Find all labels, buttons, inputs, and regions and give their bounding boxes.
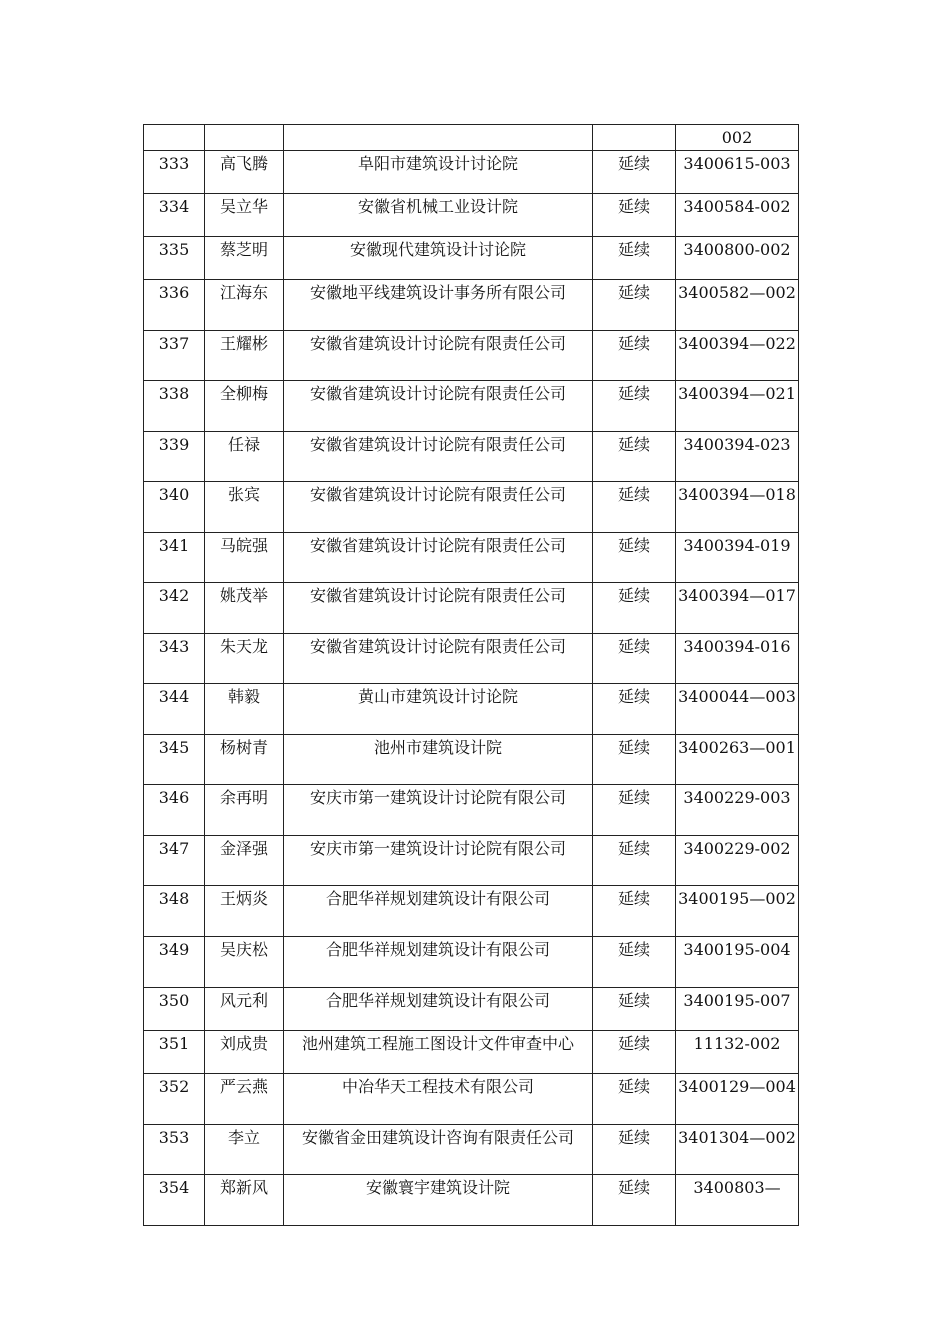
row-number-cell: 352 bbox=[144, 1074, 205, 1125]
certificate-number-cell: 3400584-002 bbox=[676, 194, 799, 237]
registration-type-cell: 延续 bbox=[593, 836, 676, 886]
registration-type-cell: 延续 bbox=[593, 151, 676, 194]
registration-type-cell: 延续 bbox=[593, 886, 676, 937]
registration-type-cell: 延续 bbox=[593, 1125, 676, 1175]
person-name-cell: 任禄 bbox=[205, 432, 284, 482]
person-name-cell: 马皖强 bbox=[205, 533, 284, 583]
company-name-cell: 安徽寰宇建筑设计院 bbox=[284, 1175, 593, 1226]
row-number-cell: 337 bbox=[144, 331, 205, 381]
registration-type-cell: 延续 bbox=[593, 1031, 676, 1074]
company-name-cell bbox=[284, 125, 593, 151]
row-number-cell: 349 bbox=[144, 937, 205, 988]
company-name-cell: 合肥华祥规划建筑设计有限公司 bbox=[284, 886, 593, 937]
row-number-cell: 340 bbox=[144, 482, 205, 533]
person-name-cell: 严云燕 bbox=[205, 1074, 284, 1125]
certificate-number-cell: 3400195-004 bbox=[676, 937, 799, 988]
person-name-cell: 李立 bbox=[205, 1125, 284, 1175]
row-number-cell: 334 bbox=[144, 194, 205, 237]
table-row bbox=[144, 125, 799, 151]
registration-type-cell: 延续 bbox=[593, 194, 676, 237]
row-number-cell: 343 bbox=[144, 634, 205, 684]
person-name-cell: 金泽强 bbox=[205, 836, 284, 886]
person-name-cell bbox=[205, 125, 284, 151]
row-number-cell: 333 bbox=[144, 151, 205, 194]
table-row bbox=[144, 937, 799, 988]
registration-type-cell: 延续 bbox=[593, 381, 676, 432]
certificate-number-cell: 3400803— bbox=[676, 1175, 799, 1226]
person-name-cell: 姚茂举 bbox=[205, 583, 284, 634]
company-name-cell: 安庆市第一建筑设计讨论院有限公司 bbox=[284, 836, 593, 886]
row-number-cell: 354 bbox=[144, 1175, 205, 1226]
row-number-cell: 338 bbox=[144, 381, 205, 432]
registration-type-cell: 延续 bbox=[593, 1074, 676, 1125]
row-number-cell: 336 bbox=[144, 280, 205, 331]
person-name-cell: 全柳梅 bbox=[205, 381, 284, 432]
table-row bbox=[144, 583, 799, 634]
company-name-cell: 合肥华祥规划建筑设计有限公司 bbox=[284, 937, 593, 988]
person-name-cell: 张宾 bbox=[205, 482, 284, 533]
table-row bbox=[144, 151, 799, 194]
person-name-cell: 风元利 bbox=[205, 988, 284, 1031]
company-name-cell: 安徽现代建筑设计讨论院 bbox=[284, 237, 593, 280]
row-number-cell: 339 bbox=[144, 432, 205, 482]
table-row bbox=[144, 381, 799, 432]
registration-type-cell: 延续 bbox=[593, 684, 676, 735]
table-row bbox=[144, 482, 799, 533]
company-name-cell: 安徽省建筑设计讨论院有限责任公司 bbox=[284, 533, 593, 583]
row-number-cell: 341 bbox=[144, 533, 205, 583]
person-name-cell: 高飞腾 bbox=[205, 151, 284, 194]
certificate-number-cell: 3400394—018 bbox=[676, 482, 799, 533]
table-row bbox=[144, 785, 799, 836]
table-row bbox=[144, 886, 799, 937]
table-row bbox=[144, 331, 799, 381]
registration-type-cell: 延续 bbox=[593, 331, 676, 381]
table-row bbox=[144, 988, 799, 1031]
table-row bbox=[144, 1175, 799, 1226]
person-name-cell: 江海东 bbox=[205, 280, 284, 331]
certificate-number-cell: 3400394-016 bbox=[676, 634, 799, 684]
company-name-cell: 池州市建筑设计院 bbox=[284, 735, 593, 785]
person-name-cell: 蔡芝明 bbox=[205, 237, 284, 280]
company-name-cell: 安徽地平线建筑设计事务所有限公司 bbox=[284, 280, 593, 331]
company-name-cell: 安徽省建筑设计讨论院有限责任公司 bbox=[284, 381, 593, 432]
company-name-cell: 安徽省建筑设计讨论院有限责任公司 bbox=[284, 583, 593, 634]
certificate-number-cell: 11132-002 bbox=[676, 1031, 799, 1074]
company-name-cell: 安庆市第一建筑设计讨论院有限公司 bbox=[284, 785, 593, 836]
certificate-number-cell: 3400394—022 bbox=[676, 331, 799, 381]
certificate-number-cell: 3400394—021 bbox=[676, 381, 799, 432]
table-row bbox=[144, 1031, 799, 1074]
company-name-cell: 池州建筑工程施工图设计文件审查中心 bbox=[284, 1031, 593, 1074]
company-name-cell: 安徽省金田建筑设计咨询有限责任公司 bbox=[284, 1125, 593, 1175]
company-name-cell: 中冶华天工程技术有限公司 bbox=[284, 1074, 593, 1125]
certificate-number-cell: 3401304—002 bbox=[676, 1125, 799, 1175]
table-row bbox=[144, 280, 799, 331]
registration-table bbox=[143, 124, 799, 1226]
row-number-cell: 348 bbox=[144, 886, 205, 937]
company-name-cell: 安徽省建筑设计讨论院有限责任公司 bbox=[284, 482, 593, 533]
row-number-cell: 351 bbox=[144, 1031, 205, 1074]
registration-type-cell: 延续 bbox=[593, 937, 676, 988]
table-row bbox=[144, 634, 799, 684]
certificate-number-cell: 3400195-007 bbox=[676, 988, 799, 1031]
table-row bbox=[144, 1074, 799, 1125]
table-body bbox=[144, 125, 799, 1226]
row-number-cell: 342 bbox=[144, 583, 205, 634]
company-name-cell: 阜阳市建筑设计讨论院 bbox=[284, 151, 593, 194]
person-name-cell: 吴庆松 bbox=[205, 937, 284, 988]
registration-type-cell: 延续 bbox=[593, 280, 676, 331]
person-name-cell: 杨树青 bbox=[205, 735, 284, 785]
certificate-number-cell: 3400394—017 bbox=[676, 583, 799, 634]
row-number-cell: 350 bbox=[144, 988, 205, 1031]
table-row bbox=[144, 735, 799, 785]
certificate-number-cell: 3400044—003 bbox=[676, 684, 799, 735]
company-name-cell: 安徽省建筑设计讨论院有限责任公司 bbox=[284, 331, 593, 381]
person-name-cell: 王炳炎 bbox=[205, 886, 284, 937]
certificate-number-cell: 3400129—004 bbox=[676, 1074, 799, 1125]
certificate-number-cell: 3400263—001 bbox=[676, 735, 799, 785]
registration-type-cell: 延续 bbox=[593, 583, 676, 634]
row-number-cell: 345 bbox=[144, 735, 205, 785]
certificate-number-cell: 3400582—002 bbox=[676, 280, 799, 331]
person-name-cell: 韩毅 bbox=[205, 684, 284, 735]
certificate-number-cell: 3400394-019 bbox=[676, 533, 799, 583]
table-row bbox=[144, 533, 799, 583]
table-row bbox=[144, 836, 799, 886]
table-row bbox=[144, 237, 799, 280]
table-row bbox=[144, 684, 799, 735]
registration-type-cell: 延续 bbox=[593, 634, 676, 684]
certificate-number-cell: 3400394-023 bbox=[676, 432, 799, 482]
row-number-cell: 347 bbox=[144, 836, 205, 886]
registration-type-cell: 延续 bbox=[593, 988, 676, 1031]
registration-type-cell: 延续 bbox=[593, 237, 676, 280]
registration-type-cell bbox=[593, 125, 676, 151]
certificate-number-cell: 3400229-003 bbox=[676, 785, 799, 836]
registration-type-cell: 延续 bbox=[593, 482, 676, 533]
row-number-cell: 344 bbox=[144, 684, 205, 735]
table-row bbox=[144, 1125, 799, 1175]
company-name-cell: 安徽省建筑设计讨论院有限责任公司 bbox=[284, 432, 593, 482]
certificate-number-cell: 002 bbox=[676, 125, 799, 151]
registration-type-cell: 延续 bbox=[593, 432, 676, 482]
certificate-number-cell: 3400800-002 bbox=[676, 237, 799, 280]
certificate-number-cell: 3400229-002 bbox=[676, 836, 799, 886]
company-name-cell: 合肥华祥规划建筑设计有限公司 bbox=[284, 988, 593, 1031]
registration-type-cell: 延续 bbox=[593, 735, 676, 785]
row-number-cell: 346 bbox=[144, 785, 205, 836]
row-number-cell bbox=[144, 125, 205, 151]
table-row bbox=[144, 432, 799, 482]
row-number-cell: 353 bbox=[144, 1125, 205, 1175]
table-row bbox=[144, 194, 799, 237]
company-name-cell: 安徽省建筑设计讨论院有限责任公司 bbox=[284, 634, 593, 684]
registration-type-cell: 延续 bbox=[593, 785, 676, 836]
person-name-cell: 余再明 bbox=[205, 785, 284, 836]
person-name-cell: 吴立华 bbox=[205, 194, 284, 237]
company-name-cell: 黄山市建筑设计讨论院 bbox=[284, 684, 593, 735]
registration-type-cell: 延续 bbox=[593, 1175, 676, 1226]
certificate-number-cell: 3400615-003 bbox=[676, 151, 799, 194]
person-name-cell: 王耀彬 bbox=[205, 331, 284, 381]
registration-type-cell: 延续 bbox=[593, 533, 676, 583]
person-name-cell: 朱天龙 bbox=[205, 634, 284, 684]
person-name-cell: 郑新风 bbox=[205, 1175, 284, 1226]
person-name-cell: 刘成贵 bbox=[205, 1031, 284, 1074]
company-name-cell: 安徽省机械工业设计院 bbox=[284, 194, 593, 237]
certificate-number-cell: 3400195—002 bbox=[676, 886, 799, 937]
row-number-cell: 335 bbox=[144, 237, 205, 280]
